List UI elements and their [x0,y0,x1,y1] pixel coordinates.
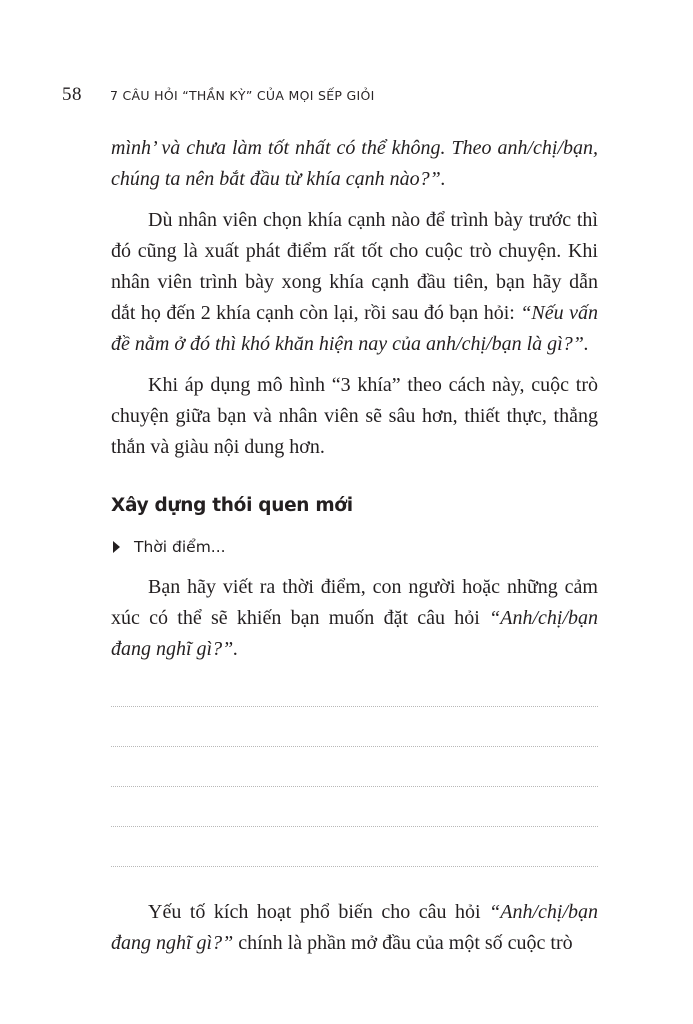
dotted-writing-line[interactable] [111,827,598,867]
page-number: 58 [62,84,82,105]
paragraph-text: Yếu tố kích hoạt phổ biến cho câu hỏi [148,901,490,923]
running-title: 7 CÂU HỎI “THẦN KỲ” CỦA MỌI SẾP GIỎI [110,88,375,103]
blank-writing-lines [111,683,598,867]
paragraph-continuation [111,133,598,195]
italic-quote: “Anh/chị/bạn đang nghĩ gì?”. [111,607,598,660]
dotted-writing-line[interactable] [111,747,598,787]
italic-quote: “Nếu vấn đề nằm ở đó thì khó khăn hiện nay của anh/chị/bạn là gì?”. [111,302,598,355]
italic-quote: mình’ và chưa làm tốt nhất có thể không. Theo anh/chị/bạn, chúng ta nên bắt đầu từ khía cạnh nào?”. [111,137,598,190]
italic-quote: “Anh/chị/bạn đang nghĩ gì?” [111,901,598,954]
paragraph-text: Dù nhân viên chọn khía cạnh nào để trình bày trước thì đó cũng là xuất phát điểm rất tốt cho cuộc trò chuyện. Khi nhân viên trình bày xong khía cạnh đầu tiên, bạn hãy dẫn dắt họ đến 2 khía cạnh còn lại, rồi sau đó bạn hỏi: [111,209,598,324]
paragraph [111,205,598,360]
section-heading: Xây dựng thói quen mới [111,495,353,516]
paragraph-text: chính là phần mở đầu của một số cuộc trò [233,932,573,954]
subheading [111,536,598,558]
exercise-prompt [111,572,598,665]
dotted-writing-line[interactable] [111,683,598,707]
dotted-writing-line[interactable] [111,707,598,747]
subheading-label: Thời điểm... [134,538,226,556]
paragraph [111,370,598,463]
dotted-writing-line[interactable] [111,787,598,827]
running-header [62,84,375,106]
paragraph-text: Khi áp dụng mô hình “3 khía” theo cách này, cuộc trò chuyện giữa bạn và nhân viên sẽ sâu hơn, thiết thực, thẳng thắn và giàu nội dung hơn. [111,374,598,458]
triangle-bullet-icon [113,541,120,553]
paragraph [111,897,598,959]
page-body [111,133,598,969]
prompt-text: Bạn hãy viết ra thời điểm, con người hoặc những cảm xúc có thể sẽ khiến bạn muốn đặt câu hỏi [111,576,598,629]
